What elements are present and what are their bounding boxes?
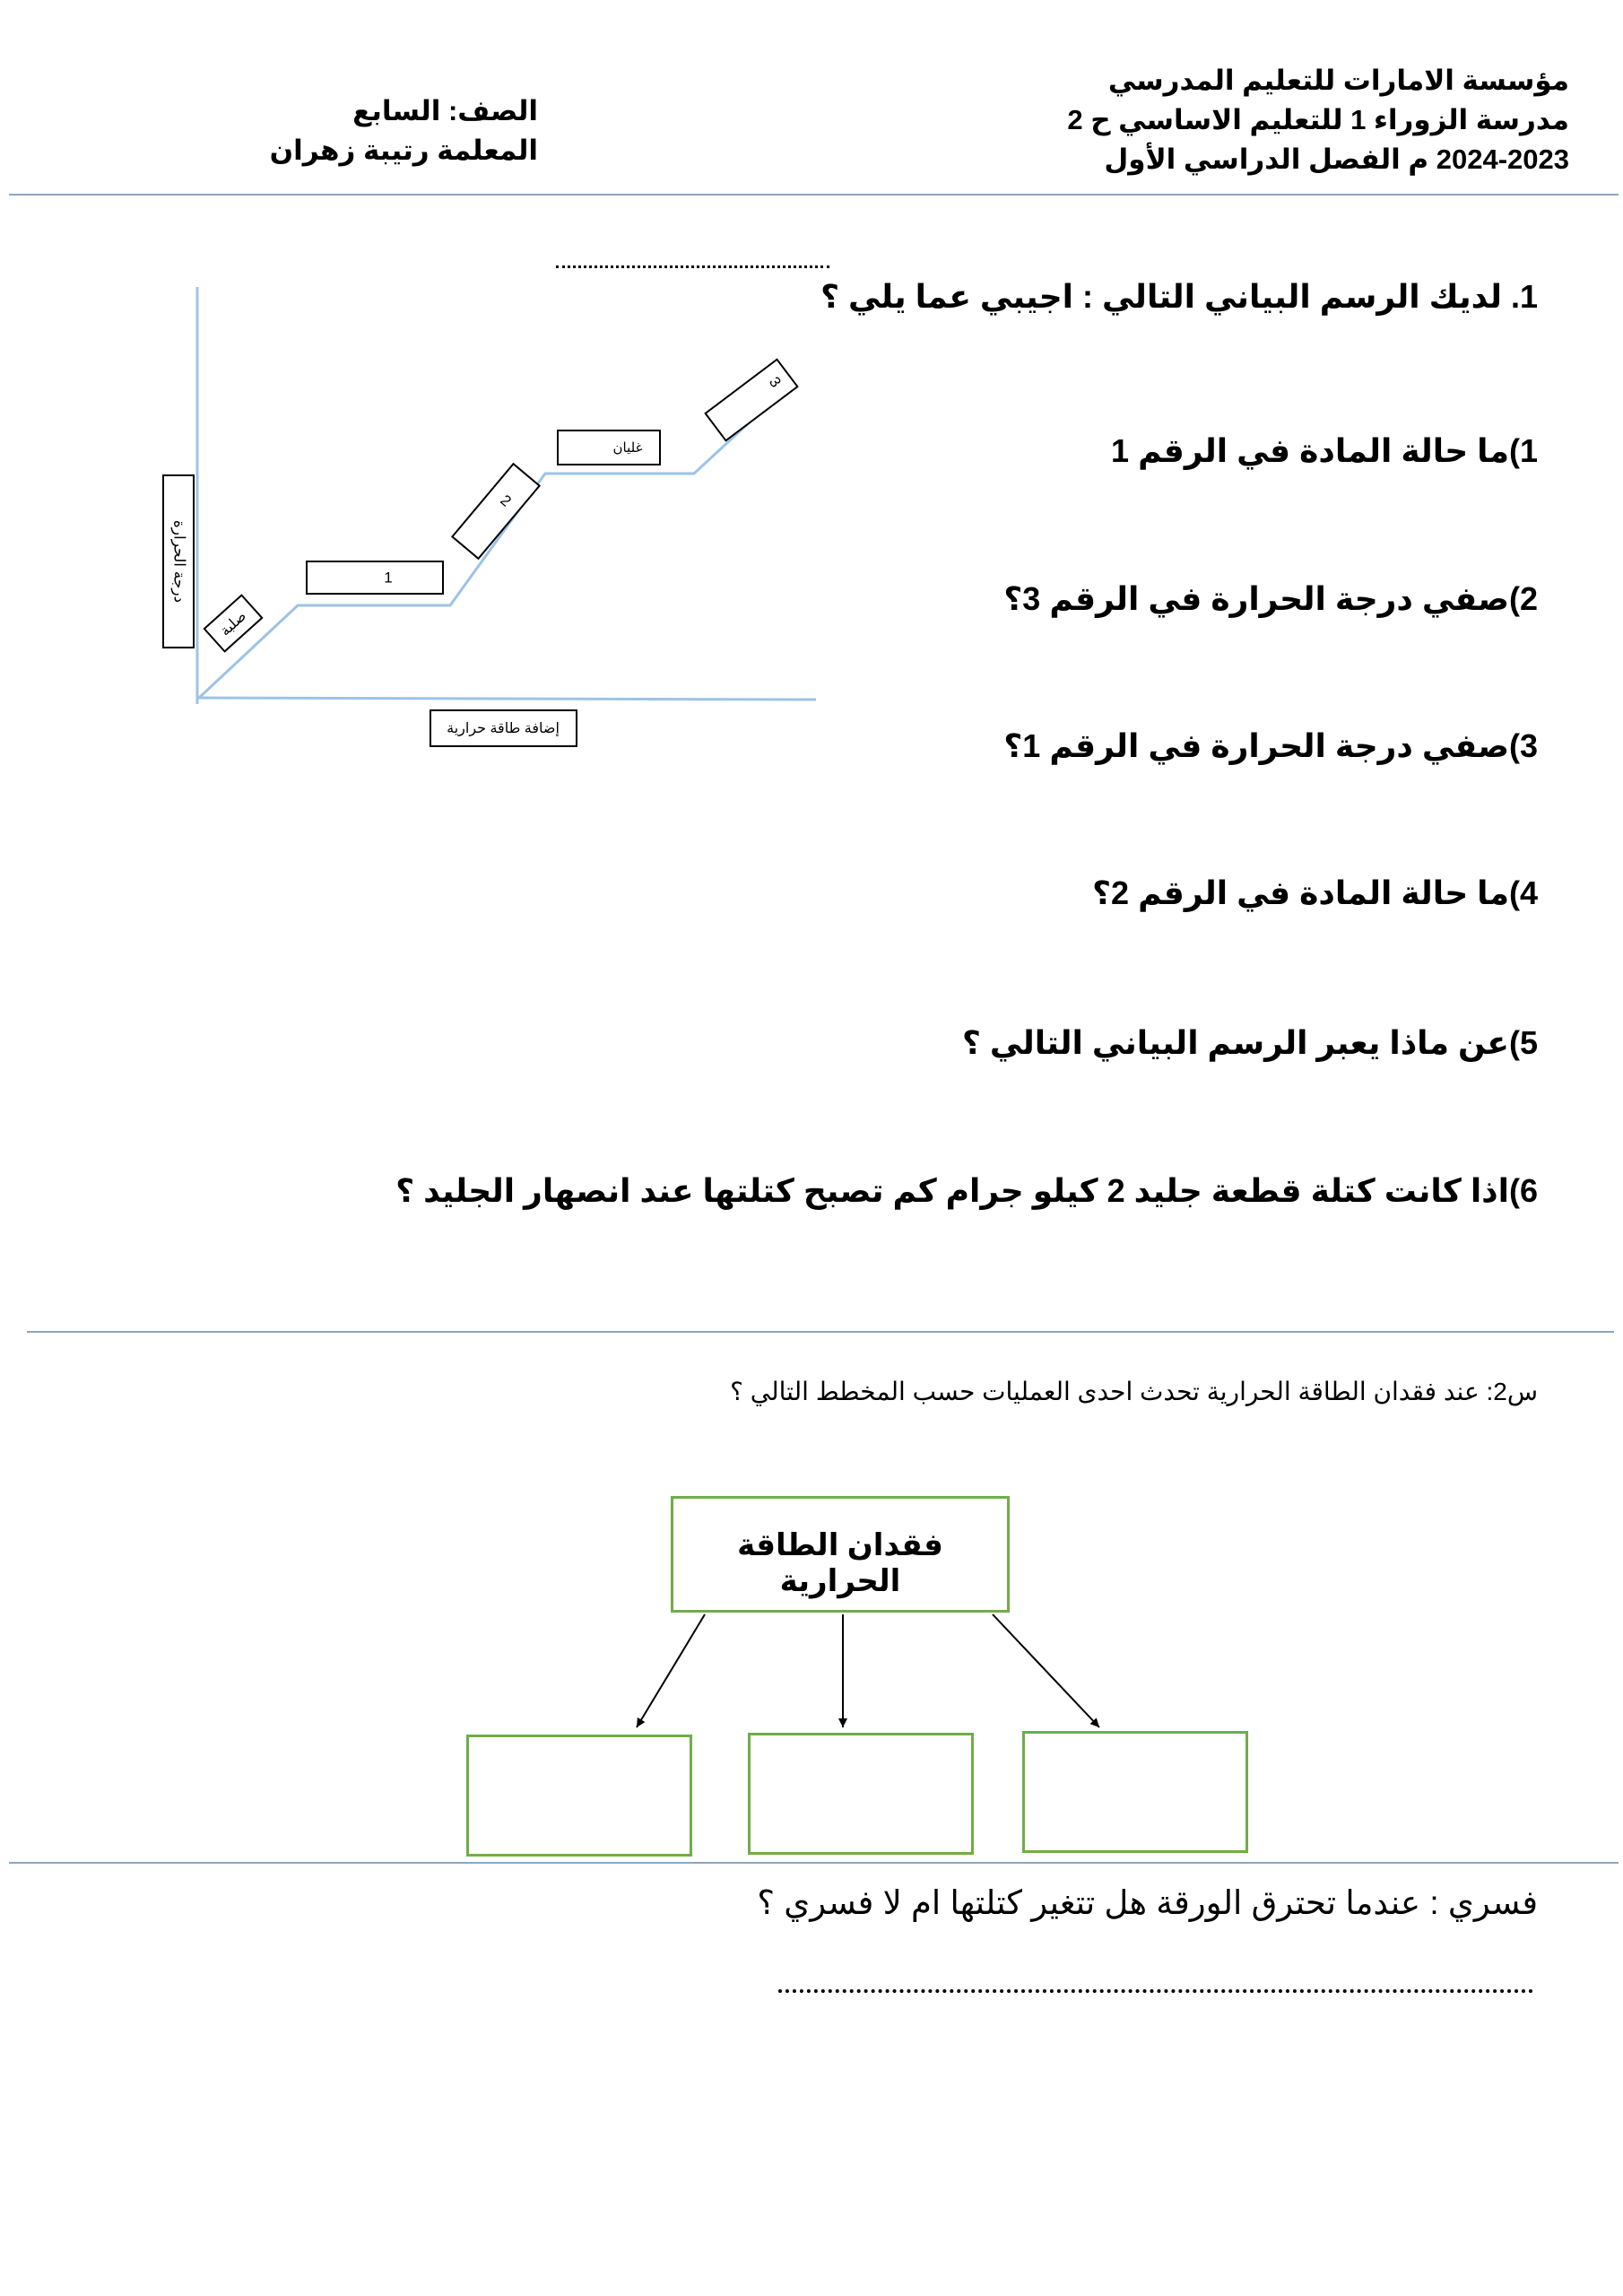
answer-dots-line-bottom[interactable] (778, 1989, 1533, 1993)
answer-box-right[interactable] (1022, 1731, 1248, 1853)
question-1-title: 1. لديك الرسم البياني التالي : اجيبي عما يلي ؟ (820, 278, 1538, 315)
heat-loss-label: فقدان الطاقة الحرارية (737, 1528, 943, 1598)
y-axis-label: درجة الحرارة (170, 519, 188, 604)
institution-name: مؤسسة الامارات للتعليم المدرسي (1107, 65, 1569, 96)
question-2-prompt: س2: عند فقدان الطاقة الحرارية تحدث احدى العمليات حسب المخطط التالي ؟ (730, 1378, 1538, 1405)
question-1-item-2: 2)صفي درجة الحرارة في الرقم 3؟ (1003, 580, 1538, 617)
answer-box-middle[interactable] (748, 1733, 974, 1855)
teacher-name: المعلمة رتيبة زهران (269, 135, 538, 166)
state-box-1: 1 (384, 569, 393, 587)
school-name: مدرسة الزوراء 1 للتعليم الاساسي ح 2 (1067, 104, 1569, 135)
grade-label: الصف: السابع (352, 95, 538, 126)
question-3-prompt: فسري : عندما تحترق الورقة هل تتغير كتلتها ام لا فسري ؟ (757, 1884, 1538, 1921)
question-2-divider (9, 1862, 1619, 1864)
state-box-solid: صلبة (217, 608, 250, 639)
term-label: 2024-2023 م الفصل الدراسي الأول (1104, 144, 1569, 175)
arrow-right (993, 1614, 1099, 1727)
x-axis-label: إضافة طاقة حرارية (447, 721, 560, 737)
state-box-3: 3 (765, 373, 785, 391)
answer-box-left[interactable] (466, 1735, 692, 1857)
question-1-item-4: 4)ما حالة المادة في الرقم 2؟ (1092, 874, 1538, 911)
state-box-2: 2 (497, 491, 515, 510)
state-box-boiling: غليان (612, 439, 643, 456)
question-1-item-5: 5)عن ماذا يعبر الرسم البياني التالي ؟ (961, 1024, 1538, 1061)
question-1-item-1: 1)ما حالة المادة في الرقم 1 (1111, 432, 1538, 469)
arrow-left (637, 1614, 705, 1727)
question-1-item-3: 3)صفي درجة الحرارة في الرقم 1؟ (1003, 727, 1538, 764)
question-1-item-6: 6)اذا كانت كتلة قطعة جليد 2 كيلو جرام كم تصبح كتلتها عند انصهار الجليد ؟ (395, 1172, 1538, 1209)
